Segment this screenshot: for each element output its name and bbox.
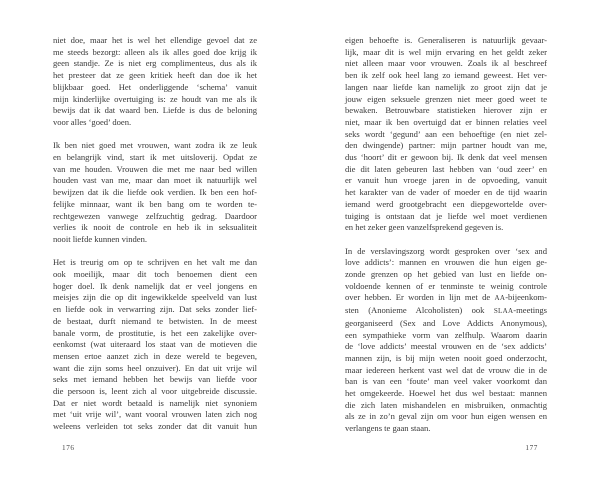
text-line: Het is treurig om op te schrijven en het valt me dan <box>53 257 257 268</box>
text-line: eigen behoefte is. Generaliseren is natuurlijk gevaar- <box>345 35 547 45</box>
text-line: verlies ik nooit de controle en heb ik in seksualiteit <box>53 222 257 233</box>
text-line: verlangens te gaan staan. <box>345 423 431 434</box>
text-line: niet, maar ik ben overtuigd dat er binnen relaties veel <box>345 116 547 127</box>
text-line: love addicts’: mannen en vrouwen die hun eigen ge- <box>345 257 547 268</box>
text-line: meisjes zijn die op dit ingewikkelde speelveld van lust <box>53 292 257 303</box>
text-line: bewijzen dat ik die liefde ook verdien. Ik ben een hof- <box>53 187 257 198</box>
text-line: houden vast van me, maar dan moet ik natuurlijk wel <box>53 175 257 186</box>
page-number-left: 176 <box>62 444 75 452</box>
text-line: de bestaat, durft niemand te betwisten. In de meest <box>53 315 257 326</box>
text-line: bewaken. Betrouwbare statistieken hierover zijn er <box>345 105 547 116</box>
text-line: mensen ertoe aanzet zich in deze wereld te begeven, <box>53 350 257 361</box>
text-line: rechtgewezen vanwege zelfzuchtig gedrag. Daardoor <box>53 210 257 221</box>
text-line: tuiging is ontstaan dat je liefde wel moet verdienen <box>345 210 547 221</box>
text-line: een sympathieke vorm van zelfhulp. Waarom daarin <box>345 329 547 340</box>
text-line: en het zeker geen vanzelfsprekend gegeven is. <box>345 222 504 233</box>
text-line: Dat er niet wordt betaald is namelijk niet synoniem <box>53 397 257 408</box>
text-line: niet alleen maar voor vrouwen. Zoals ik al beschreef <box>345 58 547 69</box>
text-line: nooit liefde kunnen vinden. <box>53 233 147 244</box>
text-line: seks wordt ‘gegund’ aan een behoeftige (en niet zel- <box>345 128 547 139</box>
text-line: lijk, maar dit is wel mijn ervaring en het geldt zeker <box>345 46 547 57</box>
page-number-right: 177 <box>525 444 538 452</box>
text-line: het karakter van de vader of moeder en de tijd waarin <box>345 187 547 198</box>
text-line: iemand werd grootgebracht een diepgewortelde over- <box>345 198 547 209</box>
text-line: die dit laten gebeuren last hebben van ‘oud zeer’ en <box>345 163 547 174</box>
small-caps-acronym: SLAA <box>493 307 514 316</box>
text-line: niet doe, maar het is wel het ellendige gevoel dat ze <box>53 35 257 45</box>
text-line: als ze in zo’n geval zijn om voor hun eigen wensen en <box>345 411 547 422</box>
text-line: georganiseerd (Sex and Love Addicts Anonymous), <box>345 317 547 328</box>
text-line: banale vorm, de prostitutie, is het een zakelijke over- <box>53 327 257 338</box>
page-right-text <box>345 35 547 435</box>
page-left-text <box>53 35 257 433</box>
text-line: ban is van een ‘foute’ man veel vaker voorkomt dan <box>345 376 547 387</box>
text-line: ben ik zelf ook heel lang zo iemand geweest. Het ver- <box>345 70 547 81</box>
paragraph <box>345 246 547 435</box>
text-line: er vanuit hun vroege jaren in de opvoeding, vanuit <box>345 175 547 186</box>
text-line: de ‘love addicts’ meestal vrouwen en de ‘sex addicts’ <box>345 341 547 352</box>
text-line: In de verslavingszorg wordt gesproken over ‘sex and <box>345 245 547 256</box>
small-caps-acronym: AA <box>494 294 506 303</box>
text-line: ook moeilijk, maar dit toch benoemen dient een <box>53 269 257 280</box>
text-line: hoger doel. Ik denk namelijk dat er veel jongens en <box>53 280 257 291</box>
paragraph <box>53 257 257 433</box>
text-line: seks met iemand hebben het bewijs van liefde voor <box>53 374 257 385</box>
text-line: over hebben. Er worden in lijn met de AA-bijeenkom- <box>345 292 547 303</box>
text-line: maar iedereen herkent vast wel dat de vrouw die in de <box>345 364 547 375</box>
text-line: met ‘uit vrije wil’, want vooral vrouwen laten zich nog <box>53 409 257 420</box>
text-line: het omgekeerde. Hoewel het dus wel bestaat: mannen <box>345 388 547 399</box>
paragraph <box>53 35 257 129</box>
paragraph <box>53 140 257 245</box>
text-line: eenkomst (wat uiteraard los staat van de motieven die <box>53 339 257 350</box>
text-line: langen naar liefde kan namelijk zo groot zijn dat je <box>345 81 547 92</box>
text-line: mijn kinderlijke overtuiging is: ze houdt van me als ik <box>53 93 257 104</box>
text-line: dus ‘hoort’ dit er gewoon bij. Ik denk dat veel mensen <box>345 152 547 163</box>
text-line: zonde grenzen op het gebied van lust en liefde on- <box>345 269 547 280</box>
text-line: den dwingende) partner: mijn partner houdt van me, <box>345 140 547 151</box>
text-line: want die zijn soms heel onzuiver). En dat uit vrije wil <box>53 362 257 373</box>
text-line: blijkbaar goed. Het onderliggende ‘schema’ vanuit <box>53 81 257 92</box>
text-line: weleens verleiden tot seks zonder dat dit vanuit hun <box>53 421 257 432</box>
text-line: Ik ben niet goed met vrouwen, want zodra ik ze leuk <box>53 140 257 151</box>
text-line: jouw eigen seksuele grenzen niet meer goed weet te <box>345 93 547 104</box>
text-line: voldoende kennen of er tenminste te weinig controle <box>345 280 547 291</box>
text-line: me steeds bezorgt: alleen als ik alles goed doe krijg ik <box>53 46 257 57</box>
text-line: en liefde ook in verwarring zijn. Dat seks zonder lief- <box>53 304 257 315</box>
text-line: van me houden. Vrouwen die met me naar bed willen <box>53 163 257 174</box>
text-line: felijke minnaar, want ik ben bang om te worden te- <box>53 198 257 209</box>
text-line: en belangrijk vind, start ik met uitsloverij. Opdat ze <box>53 152 257 163</box>
paragraph <box>345 35 547 234</box>
text-line: sten (Anonieme Alcoholisten) ook SLAA-meetings <box>345 305 547 316</box>
text-line: bewijs dat ik dat waard ben. Liefde is dus de beloning <box>53 105 257 116</box>
text-line: die persoon is, leent zich al voor uitgebreide discussie. <box>53 386 257 397</box>
text-line: die zich laten mishandelen en misbruiken, onmachtig <box>345 399 547 410</box>
text-line: voor alles ‘goed’ doen. <box>53 116 132 127</box>
text-line: het presteer dat ze geen kritiek heeft dan doe ik het <box>53 70 257 81</box>
text-line: geen standje. Ze is niet erg complimenteus, dus als ik <box>53 58 257 69</box>
text-line: mannen zijn, is bij mijn weten nooit goed onderzocht, <box>345 352 547 363</box>
